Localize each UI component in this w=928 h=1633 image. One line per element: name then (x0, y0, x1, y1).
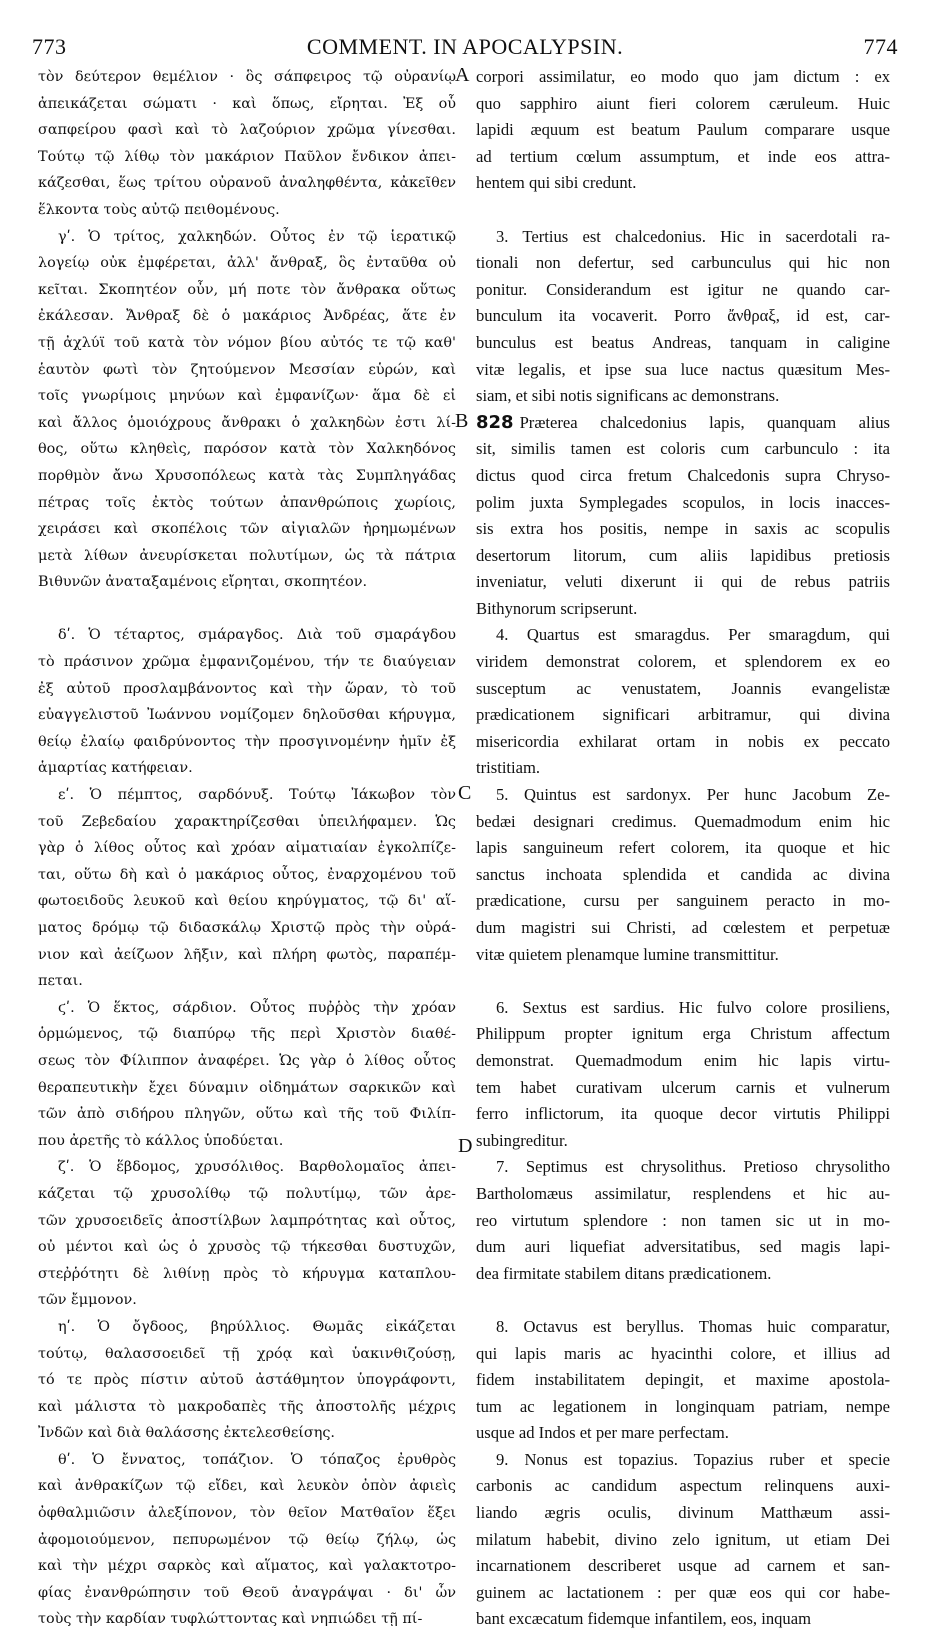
text-line: misericordia exhilarat ortam in nobis ex peccato (476, 731, 890, 751)
text-line: Ἰνδῶν καὶ διὰ θαλάσσης ἐκτελεσθείσης. (38, 1425, 335, 1442)
text-line: καὶ τὴν μέχρι σαρκὸς καὶ αἵματος, καὶ γαλακτοτρο- (38, 1558, 456, 1575)
text-line: στεῤῥότητι δὲ λιθίνῃ πρὸς τὸ κήρυγμα καταπλου- (38, 1265, 456, 1282)
text-line: γὰρ ὁ λίθος οὗτος καὶ χρόαν αἱματιαίαν ἐγκολπίζε- (38, 840, 456, 857)
page-number-right: 774 (863, 34, 898, 59)
page-number-left: 773 (32, 34, 67, 59)
text-line: τούτῳ, θαλασσοειδεῖ τῇ χρόᾳ καὶ ὑακινθιζούσῃ, (38, 1345, 456, 1362)
text-line: susceptum ac venustatem, Joannis evangelistæ (476, 678, 890, 698)
text-line: Bartholomæus assimilatur, resplendens et hic au- (476, 1183, 890, 1203)
text-line: Philippum propter ignitum erga Christum affectum (476, 1024, 890, 1044)
text-line: οὐ μέντοι καὶ ὡς ὁ χρυσὸς τῷ τήκεσθαι δυστυχῶν, (38, 1239, 456, 1256)
text-line: bant excæcatum fidemque infantilem, eos, inquam (476, 1609, 812, 1629)
text-line: 7. Septimus est chrysolithus. Pretioso chrysolitho (496, 1157, 890, 1177)
text-line: polim juxta Symplegades scopulos, in locis inacces- (476, 492, 890, 512)
text-line: εʹ. Ὁ πέμπτος, σαρδόνυξ. Τούτῳ Ἰάκωβον τὸν (58, 787, 456, 804)
text-line: κεῖται. Σκοπητέον οὖν, μή ποτε τὸν ἄνθρακα οὕτως (38, 281, 456, 298)
margin-letter-d: D (458, 1135, 473, 1157)
text-line: tum ac legationem in longinquam patriam, nempe (476, 1396, 890, 1416)
text-line: τῶν ἔμμονον. (38, 1292, 137, 1309)
text-line: Τούτῳ τῷ λίθῳ τὸν μακάριον Παῦλον ἔνδικον ἀπει- (38, 148, 456, 165)
text-line: prædicatione, cursu per sanguinem peracto in mo- (476, 891, 890, 911)
text-line: ἐξ αὐτοῦ προσλαμβάνοντος καὶ τὴν ὥραν, τὸ τοῦ (38, 680, 456, 697)
text-line: εὐαγγελιστοῦ Ἰωάννου νομίζομεν δηλοῦσθαι κήρυγμα, (38, 707, 456, 724)
text-line (476, 197, 890, 224)
text-line: τοῖς γνωρίμοις μηνύων καὶ ἐμφανίζων· ἅμα δὲ εἰ (38, 388, 456, 405)
text-line: fidem instabilitatem depingit, et maxime apostola- (476, 1370, 890, 1390)
text-line: μετὰ λίθων ἀνευρίσκεται πολυτίμων, ὡς τὰ πάτρια (38, 547, 456, 564)
text-line: inveniatur, veluti dixerunt ii qui de rebus patriis (476, 572, 890, 592)
text-line (476, 1287, 890, 1314)
text-line: milatum habebit, divino zelo ignitum, ut etiam Dei (476, 1529, 890, 1549)
text-line: καὶ ἄλλος ὁμοιόχρους ἄνθρακι ὁ χαλκηδὼν ἐστι λί- (38, 414, 456, 431)
text-line: τὸν δεύτερον θεμέλιον · ὃς σάπφειρος τῷ οὐρανίῳ (38, 69, 456, 85)
text-line: prædicationem significari arbitramur, qui divina (476, 705, 890, 725)
text-line: siam, et sibi notis significans ac demonstrans. (476, 386, 780, 406)
text-line: viridem demonstrat colorem, et splendorem ex eo (476, 652, 890, 672)
text-line: 5. Quintus est sardonyx. Per hunc Jacobum Ze- (496, 785, 890, 805)
text-line: πεται. (38, 973, 83, 990)
text-line: demonstrat. Quemadmodum enim hic lapis virtu- (476, 1050, 890, 1070)
text-line: Βιθυνῶν ἀναταξαμένοις εἴρηται, σκοπητέον. (38, 574, 368, 591)
text-line: ferro inflictorum, ita quoque decor virtutis Philippi (476, 1104, 890, 1124)
text-line: λογείῳ οὐκ ἐμφέρεται, ἀλλ' ἄνθραξ, ὃς ἐνταῦθα οὐ (38, 255, 456, 272)
margin-letter-a: A (455, 64, 470, 86)
text-line: 4. Quartus est smaragdus. Per smaragdum, qui (496, 625, 890, 645)
margin-letter-c: C (458, 782, 472, 804)
text-line: φίας ἐνανθρώπησιν τοῦ Θεοῦ ἀναγράψαι · δι' ὧν (38, 1584, 456, 1601)
text-line: καὶ ἀνθρακίζων τῷ εἴδει, καὶ λευκὸν ὀπὸν ἀφιεὶς (38, 1478, 456, 1495)
text-line: ται, οὕτω δὴ καὶ ὁ μακάριος οὗτος, ἐναρχομένου τοῦ (38, 866, 456, 883)
text-line (38, 596, 456, 623)
text-line: 9. Nonus est topazius. Topazius ruber et specie (496, 1449, 890, 1469)
text-line: ἐκάλεσαν. Ἄνθραξ δὲ ὁ μακάριος Ἀνδρέας, ἅτε ἐν (38, 308, 456, 325)
text-line: subingreditur. (476, 1130, 568, 1150)
text-line (476, 968, 890, 995)
text-line: ἁμαρτίας κατήφειαν. (38, 760, 193, 777)
text-line: θʹ. Ὁ ἔννατος, τοπάζιον. Ὁ τόπαζος ἐρυθρὸς (58, 1451, 456, 1468)
text-line: bedæi designari credimus. Quemadmodum enim hic (476, 811, 890, 831)
text-line: dea firmitate stabilem ditans prædicationem. (476, 1263, 772, 1283)
text-line: τοὺς τὴν καρδίαν τυφλώττοντας καὶ νηπιώδει τῇ πί- (38, 1611, 423, 1628)
text-line: bunculus est beatus Andreas, tanquam in caligine (476, 332, 890, 352)
text-line: lapis sanguineum refert colorem, ita quoque et hic (476, 838, 890, 858)
latin-column (476, 64, 890, 1633)
text-line: τὸ πράσινον χρῶμα ἐμφανιζομένου, τήν τε διαύγειαν (38, 654, 456, 671)
text-line: τῶν ἀπὸ σιδήρου πληγῶν, οὕτω καὶ τῆς τοῦ Φιλίπ- (38, 1106, 456, 1123)
text-line: Bithynorum scripserunt. (476, 598, 638, 618)
text-line: θεραπευτικὴν ἔχει δύναμιν οἰδημάτων σαρκικῶν καὶ (38, 1079, 456, 1096)
text-line: καὶ μάλιστα τὸ μακροδαπὲς τῆς ἀποστολῆς μέχρις (38, 1398, 456, 1415)
text-line (476, 410, 890, 437)
text-line: sit, similis tamen est coloris cum carbunculo : ita (476, 439, 890, 459)
text-line: corpori assimilatur, eo modo quo jam dictum : ex (476, 67, 890, 86)
text-line: dictus quod circa fretum Chalcedonis supra Chryso- (476, 465, 890, 485)
text-line: πορθμὸν ἄνω Χρυσοπόλεως κατὰ τὰς Συμπληγάδας (38, 467, 456, 484)
text-line: dum auri liquefiat adversitatibus, sed magis lapi- (476, 1237, 890, 1257)
text-line: ἕλκοντα τοὺς αὐτῷ πειθομένους. (38, 201, 280, 218)
text-line: carbonis ac candidum aspectum relinquens auxi- (476, 1476, 890, 1496)
text-line: κάζεσθαι, ἕως τρίτου οὐρανοῦ ἀναληφθέντα, κἀκεῖθεν (38, 175, 456, 192)
text-line: hentem qui sibi credunt. (476, 173, 637, 193)
text-line: ad tertium cœlum assumptum, et inde eos attra- (476, 146, 890, 166)
text-line: τῶν χρυσοειδεῖς ἀποστίλβων λαμπρότητας καὶ οὗτος, (38, 1212, 456, 1229)
text-line: qui lapis maris ac hyacinthi colore, et illius ad (476, 1343, 890, 1363)
text-line: ὀφθαλμιῶσιν ἀλεξίπονον, τὸν θεῖον Ματθαῖον ἕξει (38, 1505, 456, 1522)
text-line: νιον καὶ ἀείζωον λῆξιν, καὶ πλήρη φωτὸς, παραπέμ- (38, 946, 456, 963)
text-line: τό τε πρὸς πίστιν αὐτοῦ ἀστάθμητον ὑπογράφοντι, (38, 1372, 456, 1389)
text-line: desertorum litorum, cum aliis lapidibus pretiosis (476, 545, 890, 565)
text-line-content: Præterea chalcedonius lapis, quanquam alius (519, 412, 890, 432)
text-line: dum magistri sui Christi, ad cœlestem et perpetuæ (476, 918, 890, 937)
margin-letter-b: B (455, 410, 469, 432)
text-line: θος, οὕτω κληθεὶς, παρόσον κατὰ τὸν Χαλκηδόνος (38, 441, 456, 458)
text-line: ponitur. Considerandum est igitur ne quando car- (476, 279, 890, 299)
text-line: τῇ ἀχλύϊ τοῦ κατὰ τὸν νόμον βίου αὐτός τε τῷ καθ' (38, 334, 456, 351)
text-line: δʹ. Ὁ τέταρτος, σμάραγδος. Διὰ τοῦ σμαράγδου (58, 627, 456, 644)
column-number: 828 (476, 411, 514, 433)
text-line: usque ad Indos et per mare perfectam. (476, 1423, 729, 1443)
text-line: 8. Octavus est beryllus. Thomas huic comparatur, (496, 1316, 890, 1336)
text-line: ἀφομοιούμενον, πεπυρωμένον τῷ θείῳ ζήλῳ, ὡς (38, 1531, 456, 1548)
text-line: ὁρμώμενος, τῷ διαπύρῳ τῆς περὶ Χριστὸν διαθέ- (38, 1026, 456, 1043)
text-line: tristitiam. (476, 758, 541, 778)
text-line: incarnationem describeret usque ad carnem et san- (476, 1556, 890, 1576)
text-line: γʹ. Ὁ τρίτος, χαλκηδών. Οὗτος ἐν τῷ ἱερατικῷ (58, 228, 456, 245)
text-line: sis extra hos positis, nempe in saxis ac scopulis (476, 519, 890, 539)
text-line: vitæ legalis, et ipse sua luce nactus quæsitum Mes- (476, 359, 890, 379)
text-line: bunculum ita vocaverit. Porro ἄνθραξ, id est, car- (476, 306, 890, 326)
text-line: που ἀρετῆς τὸ κάλλος ὑποδύεται. (38, 1132, 284, 1149)
text-line: ματος δρόμῳ τῷ διδασκάλῳ Χριστῷ πρὸς τὴν οὐρά- (38, 920, 456, 936)
text-line: τοῦ Ζεβεδαίου χαρακτηρίζεσθαι ὑπειλήφαμεν. Ὡς (38, 813, 456, 830)
text-line: πέτρας τοῖς ἐκτὸς τούτων ἀπανθρώποις χωρίοις, (38, 494, 456, 511)
text-line: ηʹ. Ὁ ὄγδοος, βηρύλλιος. Θωμᾶς εἰκάζεται (58, 1318, 456, 1335)
text-line: liando ægris oculis, divinum Matthæum assi- (476, 1503, 890, 1523)
text-line: reo virtutum splendore : non tamen sic ut in mo- (476, 1210, 890, 1230)
text-line: χειράσει καὶ σκοπέλοις τῶν αἰγιαλῶν ἠρημωμένων (38, 521, 456, 538)
text-line: ἑαυτὸν φωτὶ τὸν ζητούμενον Μεσσίαν εὑρών, καὶ (38, 361, 456, 378)
text-line: ἀπεικάζεται σώματι · καὶ ὅπως, εἴρηται. Ἐξ οὗ (38, 95, 456, 112)
running-title: COMMENT. IN APOCALYPSIN. (306, 34, 624, 59)
text-line: σαπφείρου φασὶ καὶ τὸ λαζούριον χρῶμα γίνεσθαι. (38, 122, 456, 139)
text-line: sanctus inchoata splendida et candida ac divina (476, 864, 890, 884)
text-line: tem habet curativam ulcerum carnis et vulnerum (476, 1077, 890, 1097)
greek-column (38, 64, 456, 1633)
text-line: lapidi æquum est beatum Paulum comparare usque (476, 120, 890, 140)
text-line: ϛʹ. Ὁ ἕκτος, σάρδιον. Οὗτος πυῤῥὸς τὴν χρόαν (58, 999, 456, 1016)
text-line: σεως τὸν Φίλιππον ἀναφέρει. Ὡς γὰρ ὁ λίθος οὗτος (38, 1052, 456, 1069)
text-line: ζʹ. Ὁ ἕβδομος, χρυσόλιθος. Βαρθολομαῖος ἀπει- (58, 1159, 456, 1176)
text-line: quo sapphiro aiunt fieri colorem cæruleum. Huic (476, 93, 890, 113)
text-line: 6. Sextus est sardius. Hic fulvo colore prosiliens, (496, 997, 890, 1017)
text-line: φωτοειδοῦς λευκοῦ καὶ θείου κηρύγματος, τῷ δι' αἵ- (38, 893, 456, 910)
text-line: 3. Tertius est chalcedonius. Hic in sacerdotali ra- (496, 226, 890, 246)
text-line: guinem ac lactationem : per quæ eos qui cor habe- (476, 1582, 890, 1602)
text-line: vitæ quietem plenamque lumine transmittitur. (476, 944, 779, 964)
page-header (32, 34, 898, 58)
text-line: θείῳ ἐλαίῳ φαιδρύνοντος τὴν προσγινομένην ἡμῖν ἐξ (38, 733, 456, 750)
text-line: κάζεται τῷ χρυσολίθῳ τῷ πολυτίμῳ, τῶν ἀρε- (38, 1185, 456, 1202)
text-line: tionali non defertur, sed carbunculus qui hic non (476, 253, 890, 273)
